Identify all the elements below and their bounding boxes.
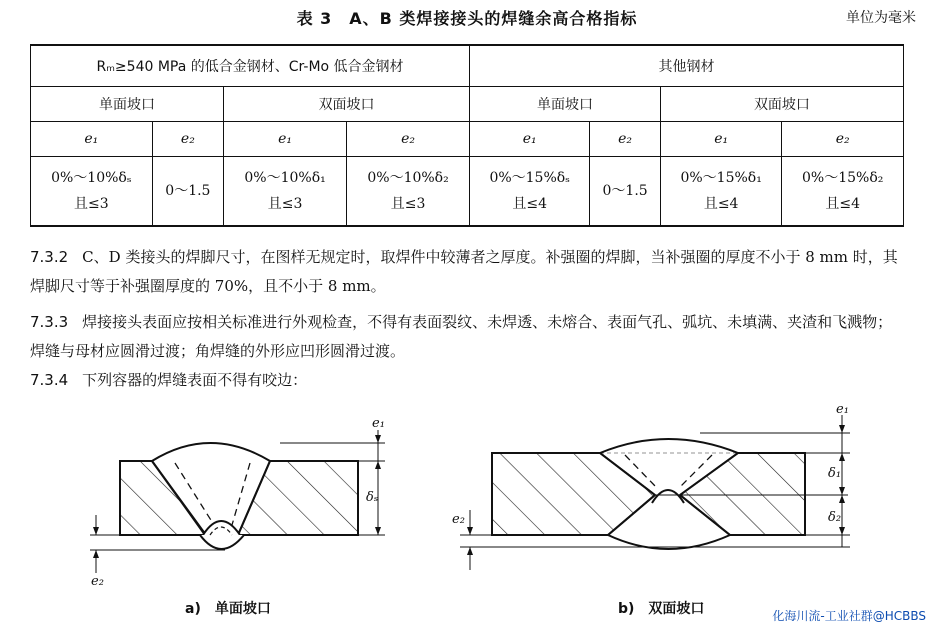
col-e1: e₁ — [31, 122, 153, 157]
value-range: 0～1.5 — [602, 183, 648, 199]
label-e2: e₂ — [452, 512, 465, 527]
col-e1: e₁ — [224, 122, 347, 157]
value-range: 0～1.5 — [165, 183, 211, 199]
value-cell — [590, 157, 661, 227]
group-header-other: 其他钢材 — [470, 45, 904, 87]
watermark: 化海川流-工业社群@HCBBS — [772, 609, 926, 623]
clause-number: 7.3.4 — [30, 371, 69, 389]
value-range: 0%～15%δ₁ — [680, 170, 762, 186]
value-limit: 且≤4 — [512, 196, 547, 212]
col-e2: e₂ — [782, 122, 904, 157]
col-e2: e₂ — [590, 122, 661, 157]
clause-text: C、D 类接头的焊脚尺寸，在图样无规定时，取焊件中较薄者之厚度。补强圈的焊脚，当补强圈的厚度不小于 8 mm 时，其焊脚尺寸等于补强圈厚度的 70%，且不小于 8 mm。 — [30, 248, 898, 295]
value-range: 0%～10%δ₂ — [367, 170, 449, 186]
value-cell — [152, 157, 223, 227]
label-e2: e₂ — [91, 574, 104, 589]
value-range: 0%～15%δ₂ — [802, 170, 884, 186]
label-d1: δ₁ — [828, 466, 842, 481]
caption-single-groove: a) 单面坡口 — [185, 601, 271, 617]
col-e1: e₁ — [470, 122, 590, 157]
value-range: 0%～10%δₛ — [51, 170, 132, 186]
clause-7-3-3 — [30, 308, 904, 366]
label-e1: e₁ — [836, 402, 849, 417]
value-cell — [347, 157, 470, 227]
weld-diagrams — [0, 395, 934, 605]
value-limit: 且≤3 — [267, 196, 303, 212]
subheader-single-groove: 单面坡口 — [31, 87, 224, 122]
value-range: 0%～10%δ₁ — [244, 170, 326, 186]
value-cell — [660, 157, 782, 227]
clause-text: 下列容器的焊缝表面不得有咬边： — [82, 371, 308, 389]
table-title: 表 3 A、B 类焊接接头的焊缝余高合格指标 — [296, 9, 638, 28]
weld-reinforcement-table — [30, 44, 904, 227]
clause-text: 焊接接头表面应按相关标准进行外观检查，不得有表面裂纹、未焊透、未熔合、表面气孔、弧坑、未填满、夹渣和飞溅物；焊缝与母材应圆滑过渡；角焊缝的外形应凹形圆滑过渡。 — [30, 313, 893, 360]
value-limit: 且≤3 — [74, 196, 109, 212]
value-limit: 且≤4 — [825, 196, 861, 212]
label-d2: δ₂ — [828, 510, 842, 525]
clause-7-3-2 — [30, 243, 904, 301]
value-cell — [470, 157, 590, 227]
col-e1: e₁ — [660, 122, 782, 157]
clause-7-3-4 — [30, 366, 904, 395]
single-groove-diagram — [90, 416, 385, 589]
clause-number: 7.3.2 — [30, 248, 69, 266]
value-range: 0%～15%δₛ — [489, 170, 570, 186]
double-groove-diagram — [452, 402, 850, 570]
value-cell — [782, 157, 904, 227]
subheader-single-groove: 单面坡口 — [470, 87, 661, 122]
value-cell — [224, 157, 347, 227]
group-header-low-alloy: Rₘ≥540 MPa 的低合金钢材、Cr-Mo 低合金钢材 — [31, 45, 470, 87]
value-cell — [31, 157, 153, 227]
value-limit: 且≤4 — [703, 196, 739, 212]
value-limit: 且≤3 — [390, 196, 426, 212]
label-e1: e₁ — [372, 416, 385, 431]
subheader-double-groove: 双面坡口 — [660, 87, 903, 122]
label-ds: δₛ — [366, 490, 379, 505]
subheader-double-groove: 双面坡口 — [224, 87, 470, 122]
caption-double-groove: b) 双面坡口 — [618, 601, 705, 617]
clause-number: 7.3.3 — [30, 313, 69, 331]
unit-label: 单位为毫米 — [846, 10, 916, 26]
col-e2: e₂ — [152, 122, 223, 157]
col-e2: e₂ — [347, 122, 470, 157]
